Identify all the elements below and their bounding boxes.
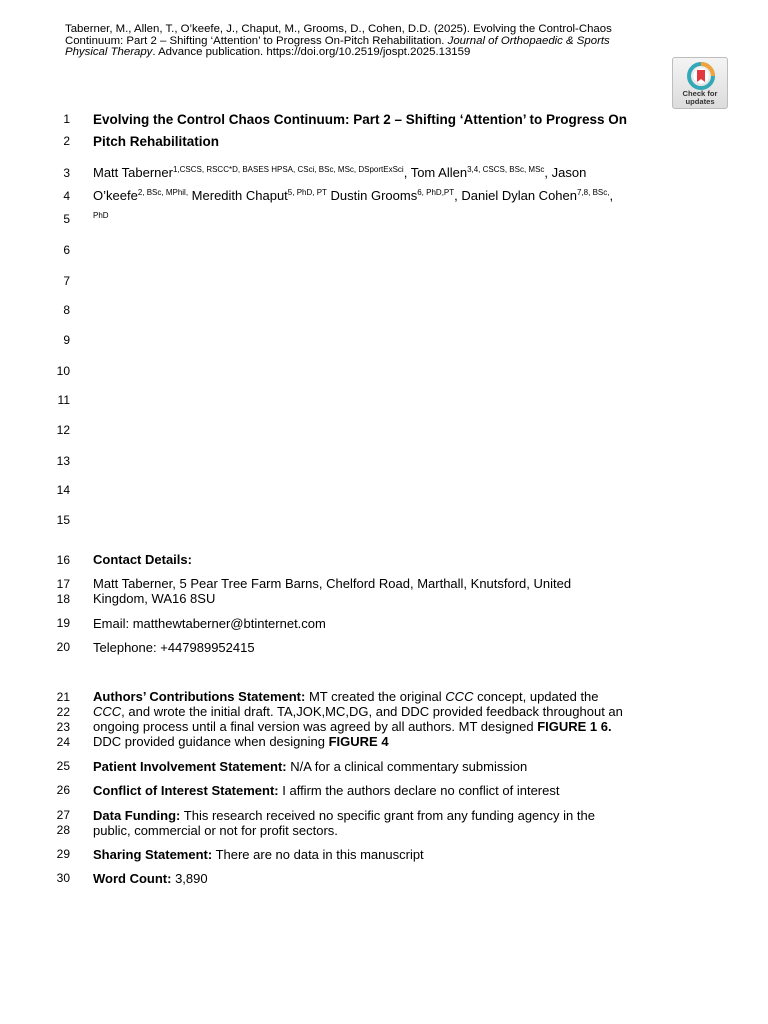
line-number: 15	[56, 513, 70, 527]
funding-statement-1: Data Funding: This research received no specific grant from any funding agency in the	[93, 808, 595, 823]
author-line-1: Matt Taberner$^{1,CSCS, RSCC*D, BASES HPSA, CSci, BSc, MSc, DSportExSci}$, Tom Allen$^{3,4, CSCS, BSc, MSc}$, Jason	[93, 165, 587, 180]
line-number: 24	[56, 735, 70, 749]
line-number: 1	[63, 112, 70, 126]
line-number: 26	[56, 783, 70, 797]
contact-address-1: Matt Taberner, 5 Pear Tree Farm Barns, Chelford Road, Marthall, Knutsford, United	[93, 576, 572, 591]
line-number: 17	[56, 577, 70, 591]
contact-address-2: Kingdom, WA16 8SU	[93, 591, 216, 606]
conflict-statement: Conflict of Interest Statement: I affirm the authors declare no conflict of interest	[93, 783, 560, 798]
line-number: 8	[63, 303, 70, 317]
line-number: 18	[56, 592, 70, 606]
line-number: 28	[56, 823, 70, 837]
line-number: 13	[56, 454, 70, 468]
line-number: 22	[56, 705, 70, 719]
line-number: 12	[56, 423, 70, 437]
citation-line-3	[65, 47, 705, 59]
line-number: 21	[56, 690, 70, 704]
sharing-statement: Sharing Statement: There are no data in this manuscript	[93, 847, 424, 862]
citation-line-2: Continuum: Part 2 – Shifting ‘Attention’ to Progress On-Pitch Rehabilitation. Journal of Orthopaedic & Sports	[65, 34, 610, 47]
line-number: 23	[56, 720, 70, 734]
badge-label: Check for updates	[682, 89, 718, 106]
line-number: 30	[56, 871, 70, 885]
contact-heading: Contact Details:	[93, 552, 192, 567]
line-number: 25	[56, 759, 70, 773]
line-number: 7	[63, 274, 70, 288]
contrib-line-3: ongoing process until a final version was agreed by all authors. MT designed FIGURE 1 6.	[93, 719, 612, 734]
citation-line-1: Taberner, M., Allen, T., O’keefe, J., Chaput, M., Grooms, D., Cohen, D.D. (2025). Evolving the Control-Chaos	[65, 23, 612, 35]
contact-phone: Telephone: +447989952415	[93, 640, 255, 655]
author-line-3: PhD	[93, 211, 109, 220]
line-number: 20	[56, 640, 70, 654]
check-for-updates-badge[interactable]	[672, 57, 728, 109]
word-count: Word Count: 3,890	[93, 871, 208, 886]
contrib-line-1: Authors’ Contributions Statement: MT created the original CCC concept, updated the	[93, 689, 599, 704]
citation-doi[interactable]: . Advance publication. https://doi.org/10.2519/jospt.2025.13159	[152, 46, 471, 59]
line-number: 5	[63, 212, 70, 226]
line-number: 29	[56, 847, 70, 861]
paper-title-line-2: Pitch Rehabilitation	[93, 134, 220, 149]
line-number: 14	[56, 483, 70, 497]
line-number: 9	[63, 333, 70, 347]
line-number: 16	[56, 553, 70, 567]
author-line-2: O’keefe$^{2, BSc, MPhil,}$ Meredith Chaput$^{5, PhD, PT}$ Dustin Grooms$^{6, PhD,PT}$, Daniel Dylan Cohen$^{7,8, BSc,}$,	[93, 188, 614, 203]
line-number: 4	[63, 189, 70, 203]
journal-name-cont: Physical Therapy	[65, 46, 153, 59]
journal-name: Journal of Orthopaedic & Sports	[447, 34, 610, 47]
citation-header	[65, 24, 705, 59]
line-number: 2	[63, 134, 70, 148]
line-number: 3	[63, 166, 70, 180]
line-number: 27	[56, 808, 70, 822]
check-updates-icon	[686, 62, 716, 90]
paper-title-line-1: Evolving the Control Chaos Continuum: Part 2 – Shifting ‘Attention’ to Progress On	[93, 112, 628, 127]
line-number: 19	[56, 616, 70, 630]
contact-email[interactable]: Email: matthewtaberner@btinternet.com	[93, 616, 326, 631]
patient-statement: Patient Involvement Statement: N/A for a clinical commentary submission	[93, 759, 528, 774]
contrib-line-4: DDC provided guidance when designing FIGURE 4	[93, 734, 389, 749]
line-number: 6	[63, 243, 70, 257]
line-number: 11	[57, 393, 70, 407]
funding-statement-2: public, commercial or not for profit sectors.	[93, 823, 338, 838]
line-number: 10	[56, 364, 70, 378]
contrib-line-2: CCC, and wrote the initial draft. TA,JOK,MC,DG, and DDC provided feedback throughout an	[93, 704, 623, 719]
